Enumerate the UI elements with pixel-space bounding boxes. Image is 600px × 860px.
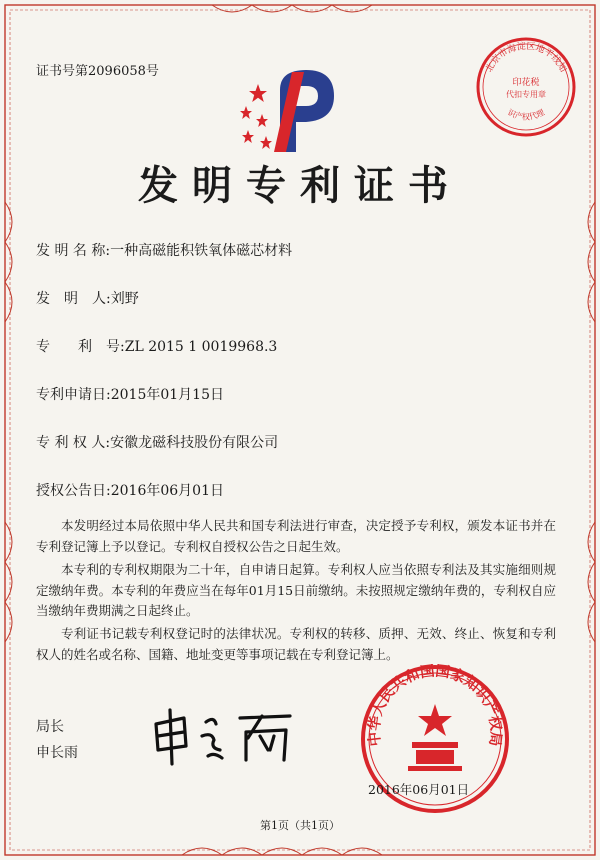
svg-text:识产权代理 — [506, 107, 546, 122]
field-grant-date — [36, 480, 224, 500]
svg-text:北京市海淀区地平线知 — [483, 40, 570, 74]
field-label: 授权公告日: — [36, 483, 111, 499]
field-value: 一种高磁能积铁氧体磁芯材料 — [110, 243, 293, 259]
field-patent-number — [36, 336, 277, 356]
agency-seal-line1: 印花税 — [512, 78, 540, 88]
paragraph-term: 本专利的专利权期限为二十年，自申请日起算。专利权人应当依照专利法及其实施细则规定缴纳年费。本专利的年费应当在每年01月15日前缴纳。未按照规定缴纳年费的，专利权自应当缴纳年费期满之日起终止。 — [36, 562, 556, 618]
agency-seal-line2: 代扣专用章 — [506, 90, 546, 99]
field-label: 发 明 人: — [36, 291, 111, 307]
issue-date: 2016年06月01日 — [368, 782, 470, 797]
director-signature — [150, 706, 300, 766]
field-value: ZL 2015 1 0019968.3 — [124, 339, 278, 355]
field-label: 专利申请日: — [36, 387, 111, 403]
field-value: 安徽龙磁科技股份有限公司 — [110, 435, 279, 451]
agency-seal-bottom-text: 识产权代理 — [506, 107, 546, 122]
page-number: 第1页（共1页） — [260, 819, 340, 832]
certificate-number: 证书号第2096058号 — [36, 64, 159, 79]
field-application-date — [36, 384, 224, 404]
field-inventor — [36, 288, 139, 308]
field-value: 2016年06月01日 — [110, 483, 224, 499]
national-seal-text: 中华人民共和国国家知识产权局 — [366, 664, 504, 748]
agency-seal-top-text: 北京市海淀区地平线知 — [484, 41, 568, 75]
paragraph-grant: 本发明经过本局依照中华人民共和国专利法进行审查，决定授予专利权，颁发本证书并在专利登记簿上予以登记。专利权自授权公告之日起生效。 — [36, 518, 556, 554]
field-value: 刘野 — [110, 291, 139, 307]
certificate-title: 发明专利证书 — [138, 162, 462, 209]
field-value: 2015年01月15日 — [110, 387, 224, 403]
patent-office-emblem — [234, 62, 366, 154]
field-patentee — [36, 432, 278, 452]
field-label: 发 明 名 称: — [36, 243, 111, 259]
director-name: 申长雨 — [36, 745, 78, 761]
agency-tax-seal — [474, 35, 578, 139]
field-label: 专 利 权 人: — [36, 435, 111, 451]
director-title: 局长 — [36, 719, 64, 735]
field-label: 专 利 号: — [36, 339, 125, 355]
paragraph-legal-status: 专利证书记载专利权登记时的法律状况。专利权的转移、质押、无效、终止、恢复和专利权人的姓名或名称、国籍、地址变更等事项记载在专利登记簿上。 — [36, 626, 556, 662]
field-invention-name — [36, 240, 292, 260]
